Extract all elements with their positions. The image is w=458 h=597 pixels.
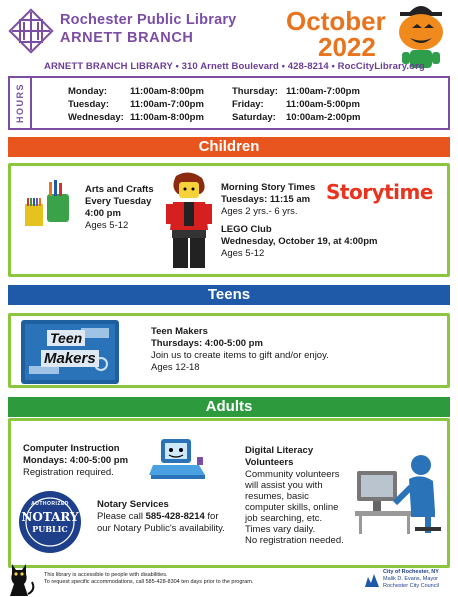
teen-makers-when: Thursdays: 4:00-5:00 pm	[151, 338, 263, 349]
digital-title-1: Digital Literacy	[245, 445, 314, 456]
adults-section-header: Adults	[8, 397, 450, 417]
digital-title-2: Volunteers	[245, 457, 294, 468]
teens-section-header: Teens	[8, 285, 450, 305]
year-title: 2022	[318, 32, 376, 62]
city-seal-icon	[364, 571, 380, 589]
children-section-header: Children	[8, 137, 450, 157]
branch-name: ARNETT BRANCH	[60, 30, 194, 46]
lego-when: Wednesday, October 19, at 4:00pm	[221, 236, 378, 247]
storytime-title: Morning Story Times	[221, 182, 316, 193]
digital-line: job searching, etc.	[245, 513, 323, 524]
city-credit-3: Rochester City Council	[383, 583, 439, 589]
notary-availability: our Notary Public's availability.	[97, 523, 225, 534]
city-credit-2: Malik D. Evans, Mayor	[383, 576, 439, 582]
hours-box: HOURS Monday: 11:00am-8:00pm Tuesday: 11:00am-7:00pm Wednesday: 11:00am-8:00pm Thursday: 11:00am-7:00pm Friday: 11:00am-5:00pm Saturday: 10:00am-2:00pm	[8, 76, 450, 130]
storytime-logo: Storytime	[326, 180, 433, 204]
teen-makers-title: Teen Makers	[151, 326, 208, 337]
teen-makers-desc: Join us to create items to gift and/or enjoy.	[151, 350, 329, 361]
accessibility-line-1: This library is accessible to people with disabilities.	[44, 572, 168, 578]
computer-user-icon	[355, 451, 443, 535]
adults-panel	[8, 418, 450, 568]
teens-panel	[8, 313, 450, 388]
lego-figure-icon	[164, 172, 214, 272]
digital-line: computer skills, online	[245, 502, 339, 513]
art-supplies-icon	[23, 180, 75, 230]
storytime-when: Tuesdays: 11:15 am	[221, 194, 311, 205]
digital-line: Times vary daily.	[245, 524, 316, 535]
digital-line: Community volunteers	[245, 469, 340, 480]
branch-address: ARNETT BRANCH LIBRARY • 310 Arnett Boulevard • 428-8214 • RocCityLibrary.org	[44, 61, 425, 72]
computer-note: Registration required.	[23, 467, 114, 478]
library-name: Rochester Public Library	[60, 12, 237, 28]
lego-ages: Ages 5-12	[221, 248, 265, 259]
digital-line: resumes, basic	[245, 491, 309, 502]
teen-logo-line1: Teen	[47, 330, 85, 346]
digital-line: No registration needed.	[245, 535, 344, 546]
laptop-cartoon-icon	[149, 437, 207, 485]
arts-ages: Ages 5-12	[85, 220, 129, 231]
computer-title: Computer Instruction	[23, 443, 120, 454]
lego-title: LEGO Club	[221, 224, 272, 235]
month-title: October	[286, 6, 386, 36]
arts-time: 4:00 pm	[85, 208, 121, 219]
teen-makers-ages: Ages 12-18	[151, 362, 200, 373]
notary-call-line: Please call 585-428-8214 for	[97, 511, 219, 522]
notary-seal-icon: AUTHORIZED NOTARY PUBLIC	[17, 489, 83, 555]
library-logo	[8, 8, 54, 54]
children-panel	[8, 163, 450, 277]
digital-line: will assist you with	[245, 480, 323, 491]
arts-title: Arts and Crafts	[85, 184, 154, 195]
accessibility-line-2: To request specific accommodations, call 585-428-8304 ten days prior to the program.	[44, 579, 254, 585]
hours-label: HOURS	[10, 78, 32, 128]
notary-title: Notary Services	[97, 499, 169, 510]
city-credit-1: City of Rochester, NY	[383, 569, 439, 575]
teen-logo-line2: Makers	[41, 350, 99, 367]
storytime-ages: Ages 2 yrs.- 6 yrs.	[221, 206, 298, 217]
teen-makers-logo	[21, 320, 119, 384]
black-cat-icon	[6, 562, 36, 597]
computer-when: Mondays: 4:00-5:00 pm	[23, 455, 129, 466]
arts-when: Every Tuesday	[85, 196, 152, 207]
